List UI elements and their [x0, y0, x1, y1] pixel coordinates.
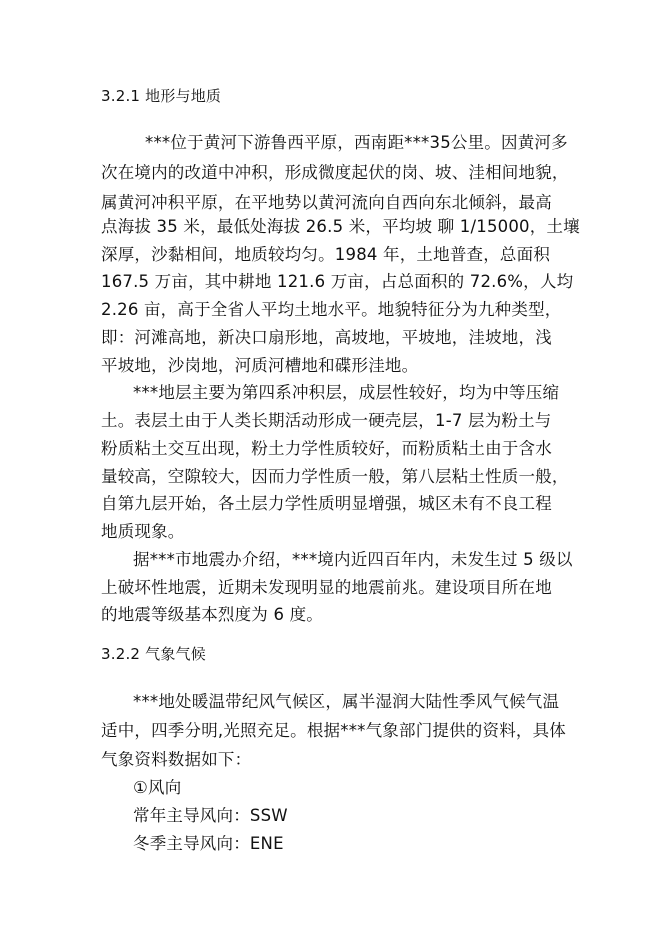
list-item: 冬季主导风向：ENE: [133, 834, 284, 853]
paragraph-line: 次在境内的改道中冲积，形成微度起伏的岗、坡、洼相间地貌，: [101, 163, 569, 182]
paragraph-line: 167.5 万亩，其中耕地 121.6 万亩，占总面积的 72.6%，人均: [101, 272, 574, 291]
paragraph-line: ***地处暖温带纪风气候区，属半湿润大陆性季风气候气温: [133, 692, 560, 711]
section-heading-climate: 3.2.2 气象气候: [101, 645, 206, 663]
paragraph-line: ***地层主要为第四系冲积层，成层性较好，均为中等压缩: [133, 383, 560, 402]
paragraph-line: 气象资料数据如下：: [101, 750, 252, 769]
list-item: 常年主导风向：SSW: [133, 806, 288, 825]
paragraph-line: 深厚，沙黏相间，地质较均匀。1984 年，土地普查，总面积: [101, 245, 551, 264]
paragraph-line: 即：河滩高地，新决口扇形地，高坡地，平坡地，洼坡地，浅: [101, 328, 552, 347]
paragraph-line: 点海拔 35 米，最低处海拔 26.5 米，平均坡 聊 1/15000，土壤: [101, 217, 580, 236]
paragraph-line: 的地震等级基本烈度为 6 度。: [101, 605, 323, 624]
paragraph-line: 上破坏性地震，近期未发现明显的地震前兆。建设项目所在地: [101, 578, 552, 597]
paragraph-line: 属黄河冲积平原，在平地势以黄河流向自西向东北倾斜，最高: [101, 193, 552, 212]
paragraph-line: ***位于黄河下游鲁西平原，西南距***35公里。因黄河多: [145, 133, 568, 152]
paragraph-line: 平坡地，沙岗地，河质河槽地和碟形洼地。: [101, 356, 419, 375]
section-heading-terrain-geology: 3.2.1 地形与地质: [101, 87, 222, 105]
list-item-title: ①风向: [133, 778, 182, 797]
paragraph-line: 自第九层开始，各土层力学性质明显增强，城区未有不良工程: [101, 494, 552, 513]
paragraph-line: 土。表层土由于人类长期活动形成一硬壳层，1-7 层为粉土与: [101, 411, 552, 430]
paragraph-line: 据***市地震办介绍，***境内近四百年内，未发生过 5 级以: [133, 550, 573, 569]
paragraph-line: 量较高，空隙较大，因而力学性质一般，第八层粘土性质一般，: [101, 467, 569, 486]
paragraph-line: 2.26 亩，高于全省人平均土地水平。地貌特征分为九种类型，: [101, 300, 562, 319]
paragraph-line: 适中，四季分明,光照充足。根据***气象部门提供的资料，具体: [101, 721, 566, 740]
paragraph-line: 粉质粘土交互出现，粉土力学性质较好，而粉质粘土由于含水: [101, 439, 552, 458]
paragraph-line: 地质现象。: [101, 522, 185, 541]
